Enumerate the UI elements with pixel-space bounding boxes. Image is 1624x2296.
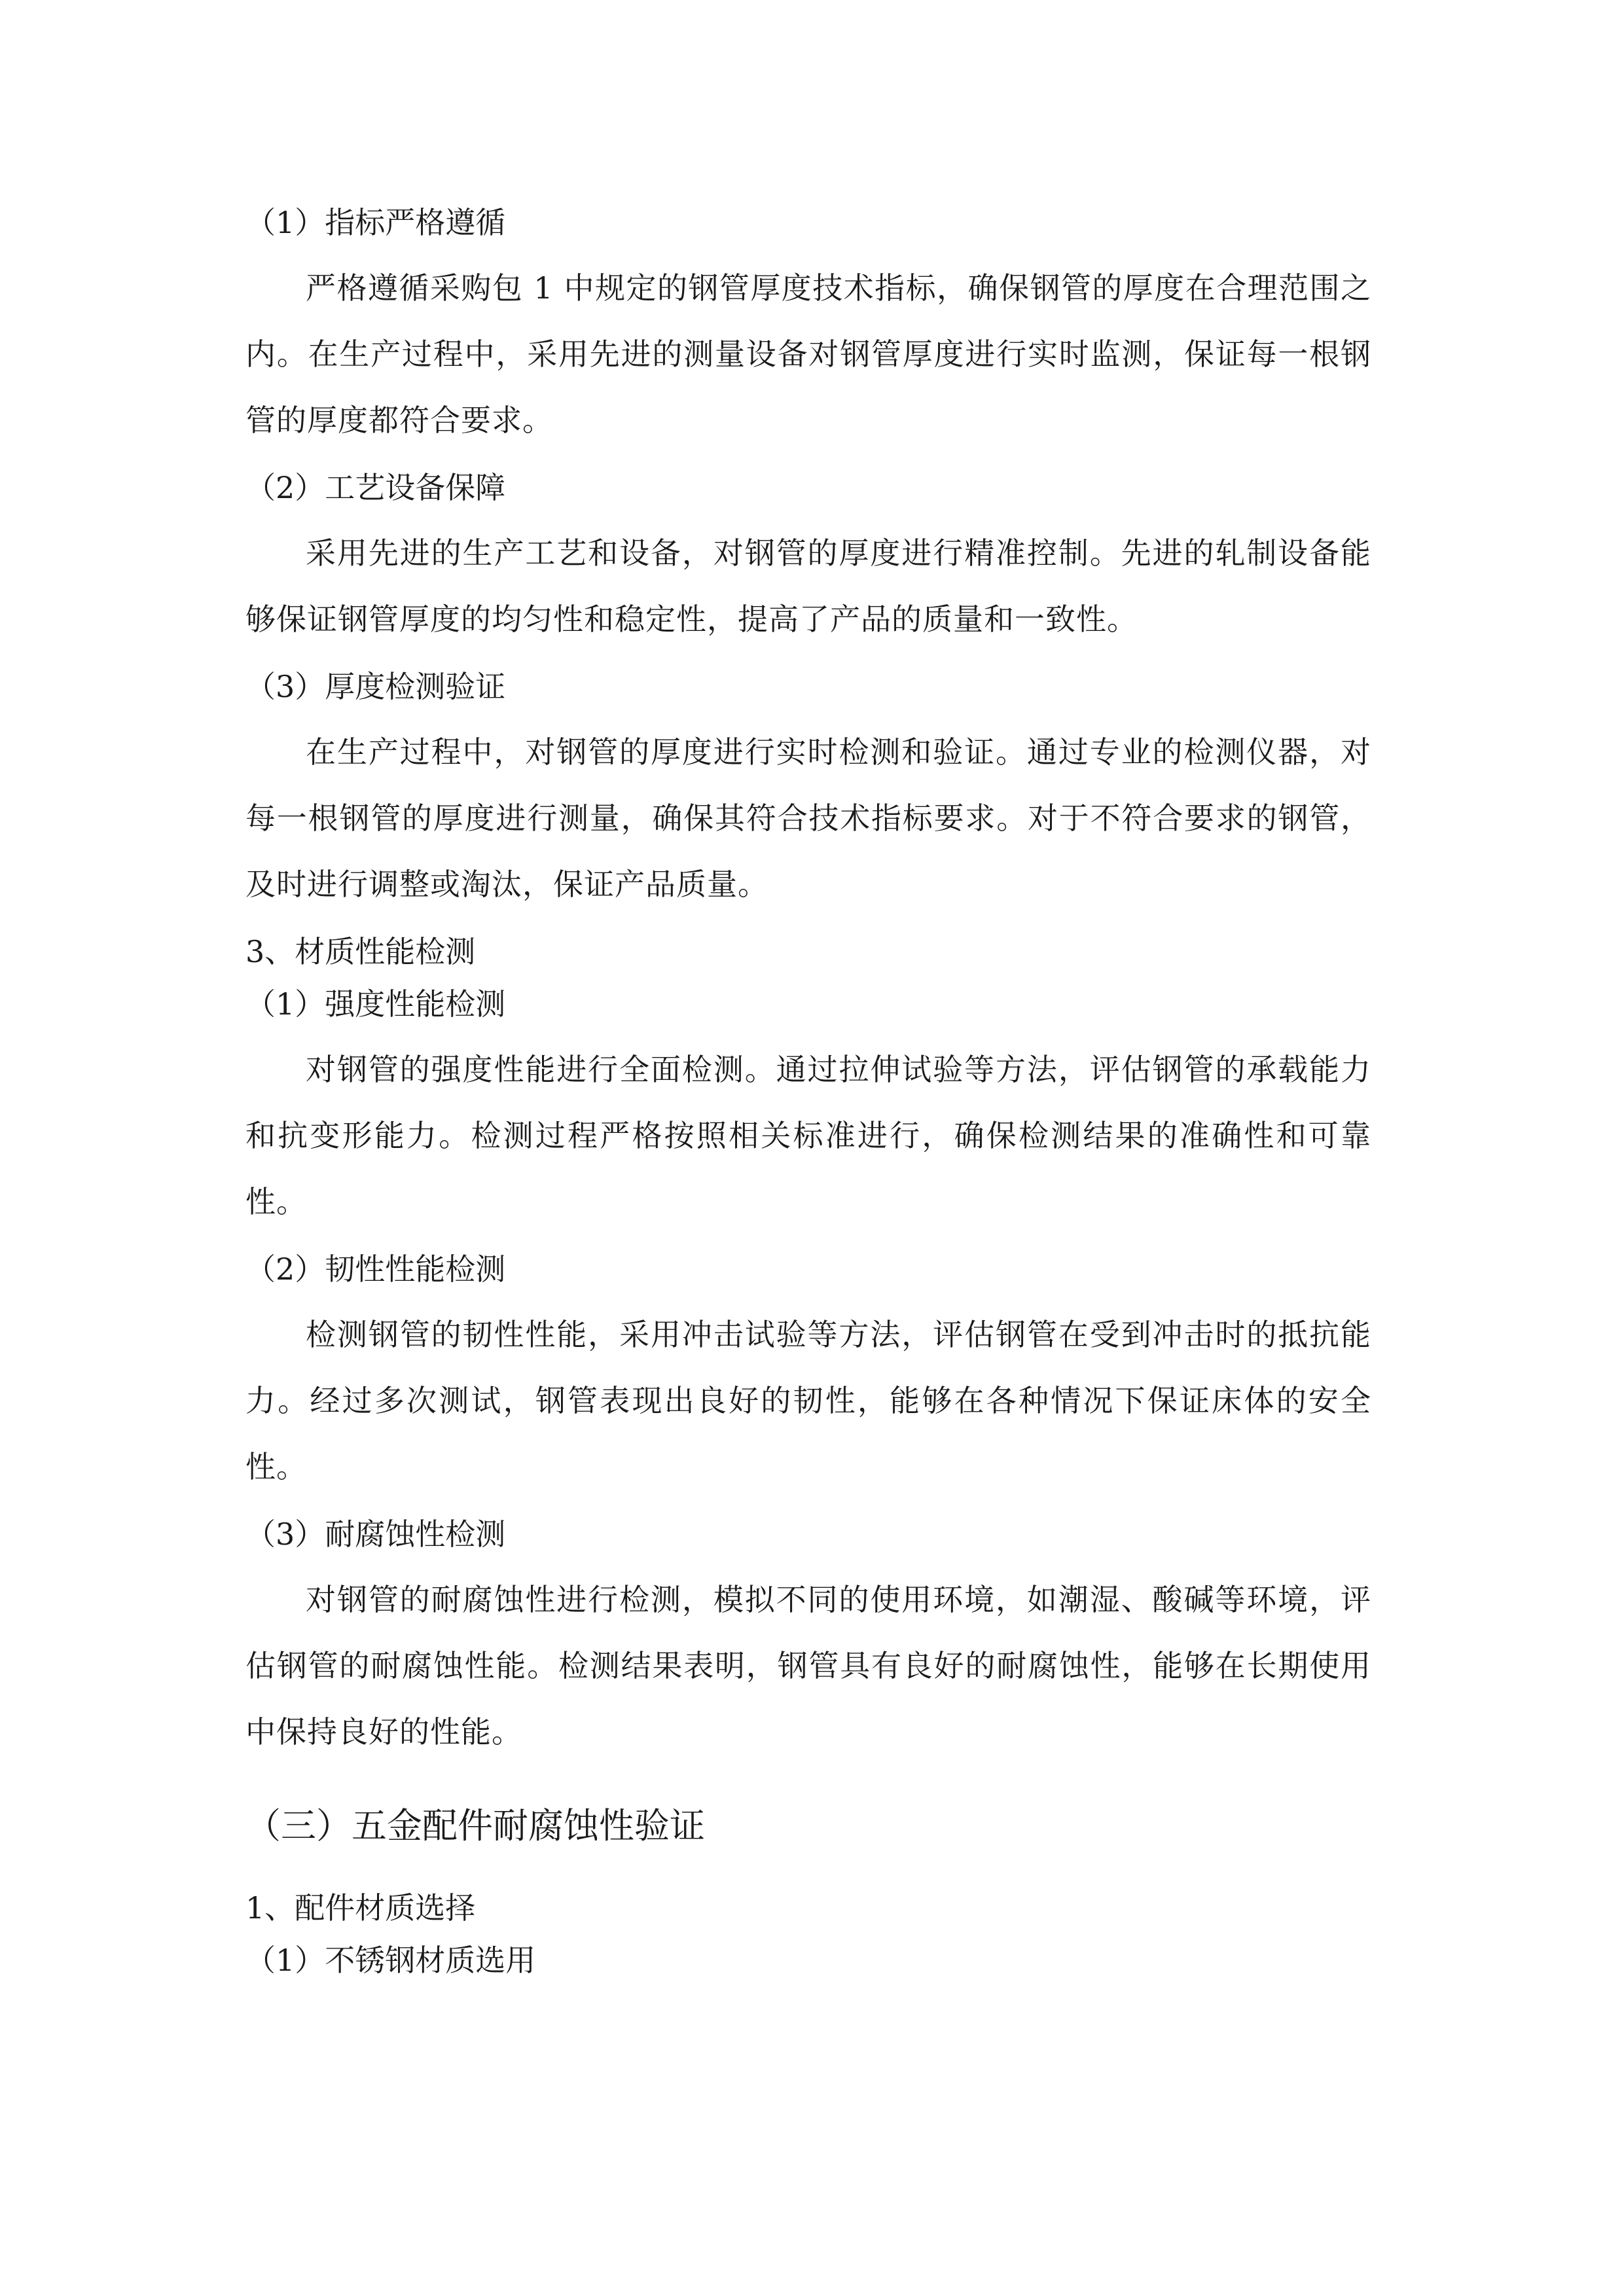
paragraph-strength-testing: 对钢管的强度性能进行全面检测。通过拉伸试验等方法，评估钢管的承载能力和抗变形能力。检测过程严格按照相关标准进行，确保检测结果的准确性和可靠性。 (245, 1052, 1371, 1219)
section-title-hardware-corrosion: （三）五金配件耐腐蚀性验证 (245, 1805, 705, 1846)
paragraph-process-equipment: 采用先进的生产工艺和设备，对钢管的厚度进行精准控制。先进的轧制设备能够保证钢管厚度的均匀性和稳定性，提高了产品的质量和一致性。 (245, 535, 1371, 637)
numheading-accessory-material: 1、配件材质选择 (245, 1890, 476, 1926)
numheading-material-testing: 3、材质性能检测 (245, 934, 476, 969)
subheading-toughness-testing: （2）韧性性能检测 (245, 1251, 506, 1287)
subheading-process-equipment: （2）工艺设备保障 (245, 470, 506, 505)
subheading-thickness-standard: （1）指标严格遵循 (245, 205, 506, 240)
paragraph-toughness-testing: 检测钢管的韧性性能，采用冲击试验等方法，评估钢管在受到冲击时的抵抗能力。经过多次测试，钢管表现出良好的韧性，能够在各种情况下保证床体的安全性。 (245, 1317, 1371, 1484)
subheading-stainless-steel: （1）不锈钢材质选用 (245, 1943, 536, 1978)
document-body (245, 196, 1371, 1986)
subheading-strength-testing: （1）强度性能检测 (245, 986, 506, 1022)
subheading-thickness-inspection: （3）厚度检测验证 (245, 669, 506, 704)
paragraph-thickness-standard: 严格遵循采购包 1 中规定的钢管厚度技术指标，确保钢管的厚度在合理范围之内。在生产过程中，采用先进的测量设备对钢管厚度进行实时监测，保证每一根钢管的厚度都符合要求。 (245, 270, 1371, 438)
paragraph-thickness-inspection: 在生产过程中，对钢管的厚度进行实时检测和验证。通过专业的检测仪器，对每一根钢管的厚度进行测量，确保其符合技术指标要求。对于不符合要求的钢管，及时进行调整或淘汰，保证产品质量。 (245, 734, 1371, 902)
subheading-corrosion-testing: （3）耐腐蚀性检测 (245, 1516, 506, 1552)
paragraph-corrosion-testing: 对钢管的耐腐蚀性进行检测，模拟不同的使用环境，如潮湿、酸碱等环境，评估钢管的耐腐蚀性能。检测结果表明，钢管具有良好的耐腐蚀性，能够在长期使用中保持良好的性能。 (245, 1582, 1371, 1749)
